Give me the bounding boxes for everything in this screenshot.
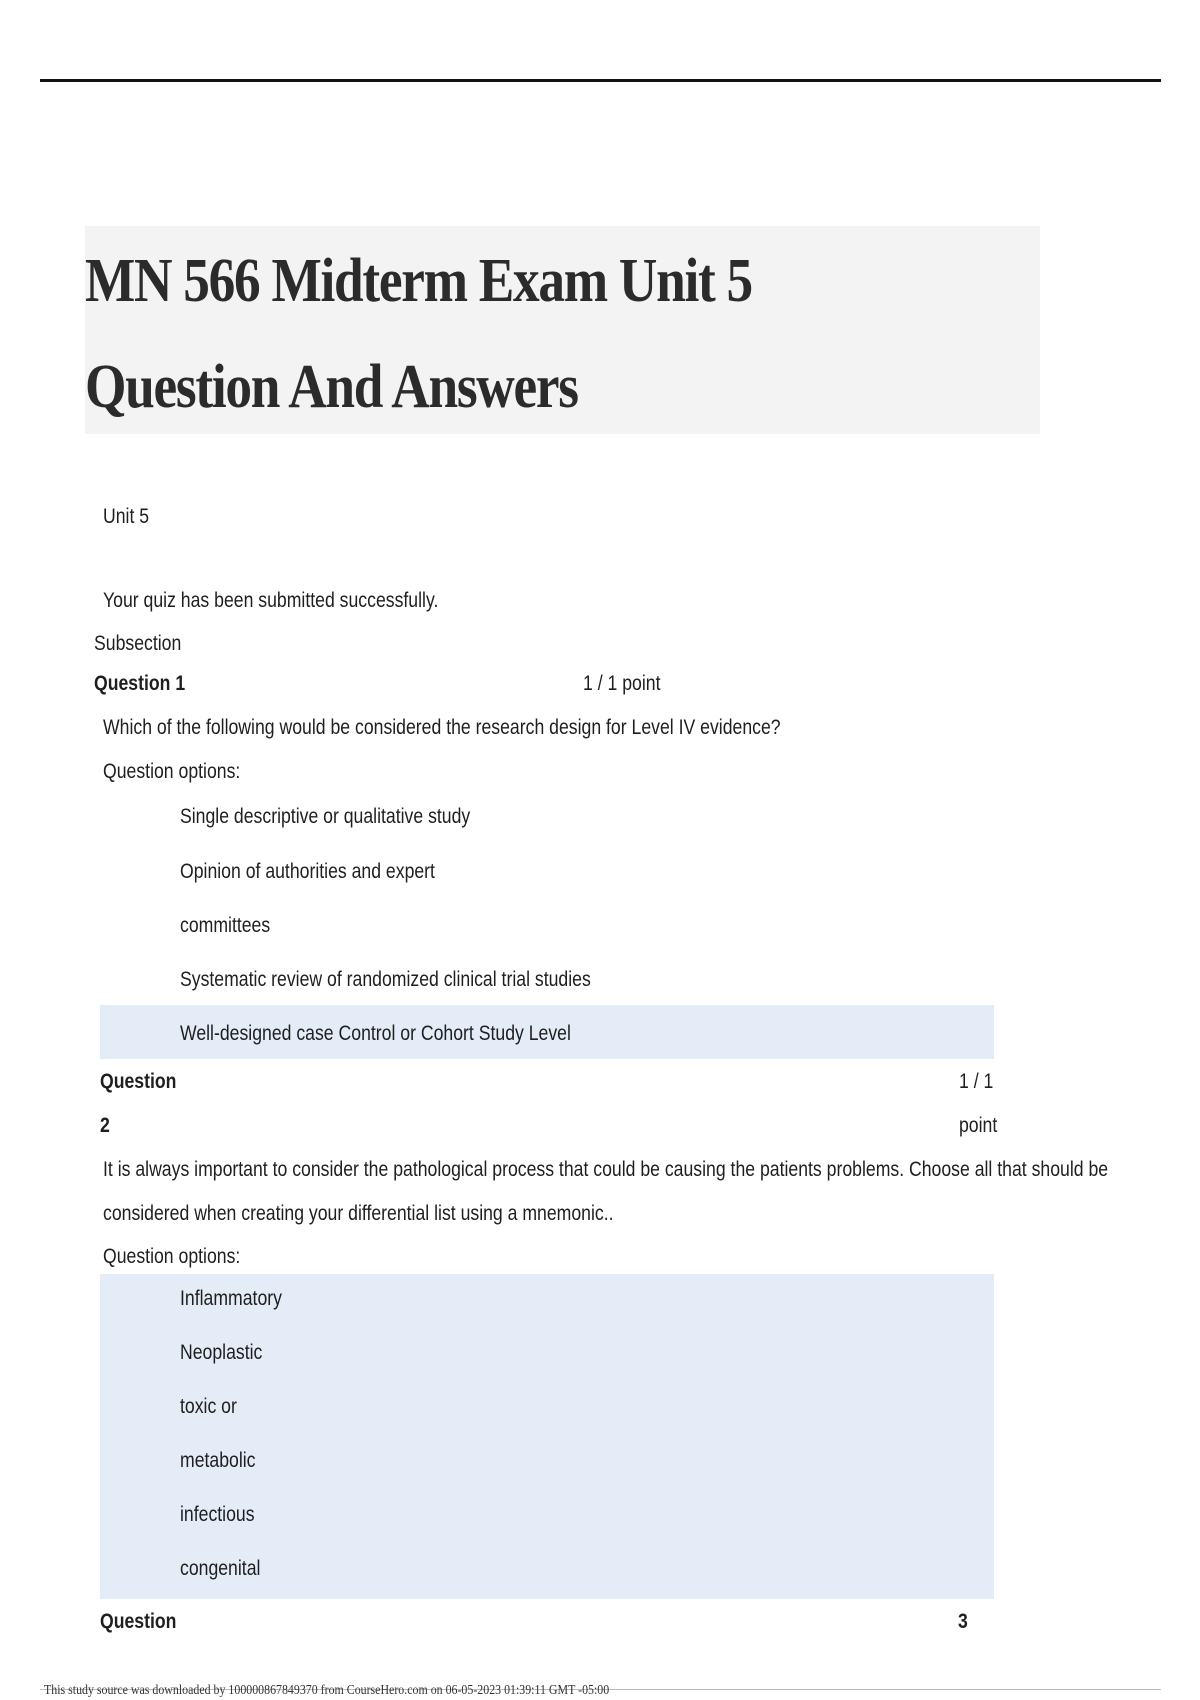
question-2-prompt-continued: considered when creating your differential list using a mnemonic.. <box>103 1202 614 1225</box>
question-1-option-2[interactable]: Opinion of authorities and expert <box>180 860 435 883</box>
submission-message: Your quiz has been submitted successfully. <box>103 589 439 612</box>
question-2-prompt: It is always important to consider the pathological process that could be causing the patients problems. Choose all that should be <box>103 1158 1109 1181</box>
question-1-score: 1 / 1 point <box>583 672 661 695</box>
question-2-option-3[interactable]: toxic or <box>180 1395 237 1418</box>
question-2-options-label: Question options: <box>103 1245 241 1268</box>
question-2-option-2[interactable]: Neoplastic <box>180 1341 263 1364</box>
question-1-label: Question 1 <box>94 672 186 695</box>
subsection-label: Subsection <box>94 632 182 655</box>
question-2-option-3-continued: metabolic <box>180 1449 256 1472</box>
question-3-number: 3 <box>958 1610 968 1633</box>
title-banner <box>85 226 1040 434</box>
question-1-option-1[interactable]: Single descriptive or qualitative study <box>180 805 471 828</box>
document-title: MN 566 Midterm Exam Unit 5 Question And Answers <box>85 247 752 421</box>
question-1-option-2-continued: committees <box>180 914 271 937</box>
question-2-score: 1 / 1 <box>959 1070 994 1093</box>
question-2-option-1[interactable]: Inflammatory <box>180 1287 282 1310</box>
source-footer-note: This study source was downloaded by 100000867849370 from CourseHero.com on 06-05-2023 01:39:11 GMT -05:00 <box>44 1683 610 1698</box>
question-1-prompt: Which of the following would be considered the research design for Level IV evidence? <box>103 716 781 739</box>
question-2-option-5[interactable]: congenital <box>180 1557 261 1580</box>
question-2-number: 2 <box>100 1114 110 1137</box>
question-1-option-3[interactable]: Systematic review of randomized clinical trial studies <box>180 968 591 991</box>
question-2-option-4[interactable]: infectious <box>180 1503 255 1526</box>
question-1-option-4[interactable]: Well-designed case Control or Cohort Study Level <box>180 1022 571 1045</box>
question-3-label: Question <box>100 1610 177 1633</box>
question-1-options-label: Question options: <box>103 760 241 783</box>
unit-label: Unit 5 <box>103 505 150 528</box>
top-rule <box>40 79 1161 82</box>
question-2-selected-highlight <box>100 1274 994 1599</box>
question-2-label: Question <box>100 1070 177 1093</box>
question-2-score-unit: point <box>959 1114 998 1137</box>
